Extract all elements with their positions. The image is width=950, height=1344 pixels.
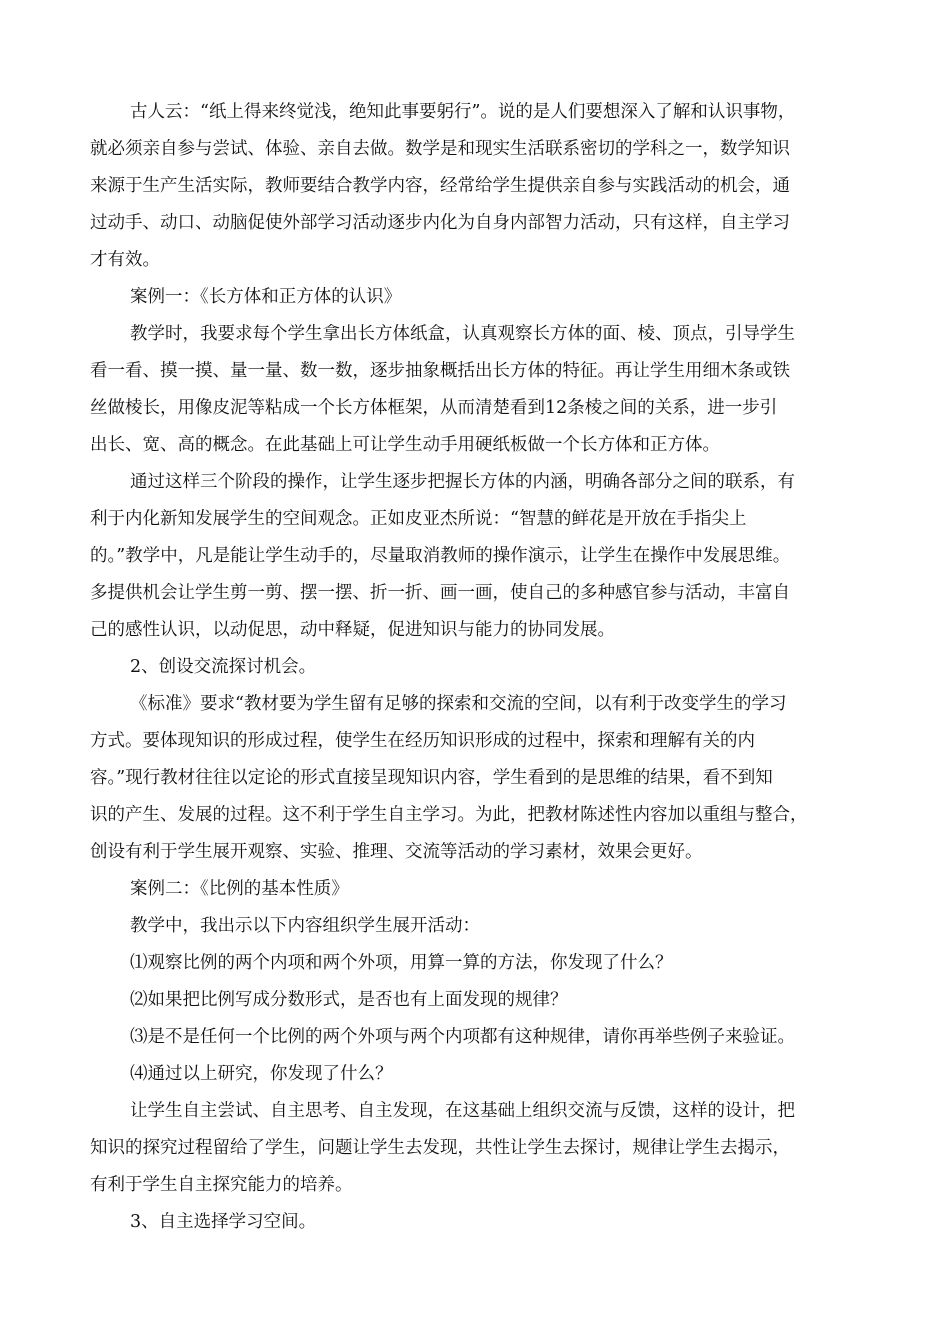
text-line: ⑵如果把比例写成分数形式，是否也有上面发现的规律？: [130, 990, 568, 1010]
text-line: 的。”教学中，凡是能让学生动手的，尽量取消教师的操作演示，让学生在操作中发展思维。: [90, 546, 791, 566]
text-line: 出长、宽、高的概念。在此基础上可让学生动手用硬纸板做一个长方体和正方体。: [90, 435, 720, 455]
text-line: 案例二：《比例的基本性质》: [130, 879, 349, 899]
text-line: 利于内化新知发展学生的空间观念。正如皮亚杰所说：“智慧的鲜花是开放在手指尖上: [90, 509, 747, 529]
text-line: 过动手、动口、动脑促使外部学习活动逐步内化为自身内部智力活动，只有这样，自主学习: [90, 213, 790, 233]
text-line: 创设有利于学生展开观察、实验、推理、交流等活动的学习素材，效果会更好。: [90, 842, 703, 862]
text-line: 《标准》要求“教材要为学生留有足够的探索和交流的空间，以有利于改变学生的学习: [130, 694, 787, 714]
text-line: 来源于生产生活实际，教师要结合教学内容，经常给学生提供亲自参与实践活动的机会，通: [90, 176, 790, 196]
text-line: 2、创设交流探讨机会。: [130, 657, 317, 677]
text-line: 多提供机会让学生剪一剪、摆一摆、折一折、画一画，使自己的多种感官参与活动，丰富自: [90, 583, 790, 603]
text-line: 3、自主选择学习空间。: [130, 1212, 317, 1232]
text-line: 才有效。: [90, 250, 160, 270]
text-line: 通过这样三个阶段的操作，让学生逐步把握长方体的内涵，明确各部分之间的联系，有: [130, 472, 795, 492]
text-line: 案例一：《长方体和正方体的认识》: [130, 287, 402, 307]
text-line: 有利于学生自主探究能力的培养。: [90, 1175, 353, 1195]
text-line: 己的感性认识，以动促思，动中释疑，促进知识与能力的协同发展。: [90, 620, 615, 640]
document-body: [90, 94, 870, 1241]
text-line: 教学中，我出示以下内容组织学生展开活动：: [130, 916, 480, 936]
text-line: 就必须亲自参与尝试、体验、亲自去做。数学是和现实生活联系密切的学科之一，数学知识: [90, 139, 790, 159]
text-line: 看一看、摸一摸、量一量、数一数，逐步抽象概括出长方体的特征。再让学生用细木条或铁: [90, 361, 790, 381]
text-line: 教学时，我要求每个学生拿出长方体纸盒，认真观察长方体的面、棱、顶点，引导学生: [130, 324, 795, 344]
text-line: 容。”现行教材往往以定论的形式直接呈现知识内容，学生看到的是思维的结果，看不到知: [90, 768, 773, 788]
text-line: 知识的探究过程留给了学生，问题让学生去发现，共性让学生去探讨，规律让学生去揭示，: [90, 1138, 790, 1158]
text-line: 古人云：“纸上得来终觉浅，绝知此事要躬行”。说的是人们要想深入了解和认识事物，: [130, 102, 796, 122]
text-line: 让学生自主尝试、自主思考、自主发现，在这基础上组织交流与反馈，这样的设计，把: [130, 1101, 795, 1121]
text-line: 识的产生、发展的过程。这不利于学生自主学习。为此，把教材陈述性内容加以重组与整合，: [90, 805, 808, 825]
text-line: ⑴观察比例的两个内项和两个外项，用算一算的方法，你发现了什么？: [130, 953, 673, 973]
text-line: ⑷通过以上研究，你发现了什么？: [130, 1064, 393, 1084]
text-line: ⑶是不是任何一个比例的两个外项与两个内项都有这种规律，请你再举些例子来验证。: [130, 1027, 795, 1047]
text-line: 方式。要体现知识的形成过程，使学生在经历知识形成的过程中，探索和理解有关的内: [90, 731, 755, 751]
text-line: 丝做棱长，用像皮泥等粘成一个长方体框架，从而清楚看到12条棱之间的关系，进一步引: [90, 398, 778, 418]
